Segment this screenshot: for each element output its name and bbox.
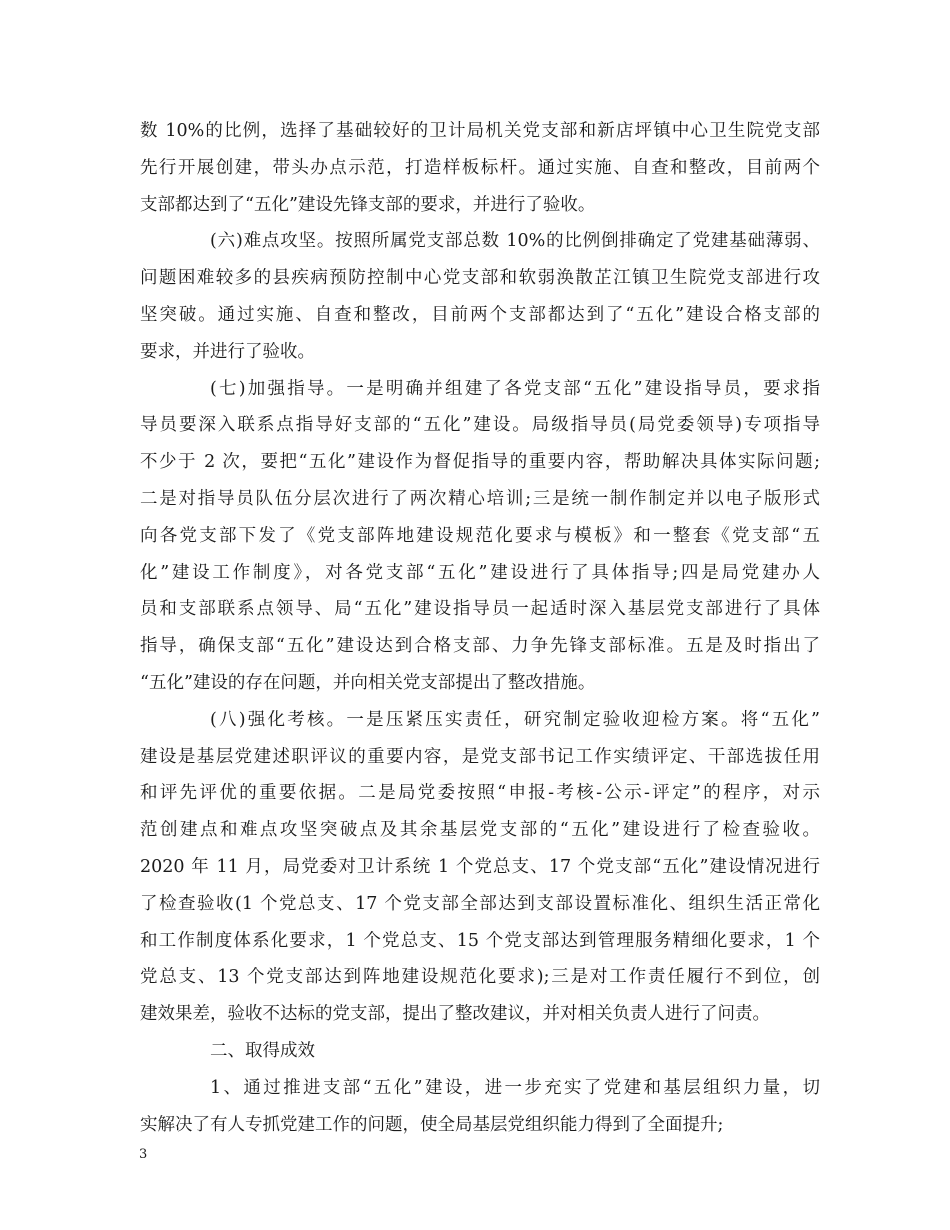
text-line: 数 10%的比例，选择了基础较好的卫计局机关党支部和新店坪镇中心卫生院党支部 xyxy=(140,121,820,141)
text-line: 党总支、13 个党支部达到阵地建设规范化要求);三是对工作责任履行不到位，创 xyxy=(140,967,820,988)
text-line: 和工作制度体系化要求，1 个党总支、15 个党支部达到管理服务精细化要求，1 个 xyxy=(140,930,820,951)
text-line: 建效果差，验收不达标的党支部，提出了整改建议，并对相关负责人进行了问责。 xyxy=(140,1004,770,1025)
text-line: 化”建设工作制度》，对各党支部“五化”建设进行了具体指导;四是局党建办人 xyxy=(140,562,820,583)
section-heading-results xyxy=(140,1033,820,1070)
paragraph-result-1 xyxy=(140,1070,820,1144)
text-line: 指导，确保支部“五化”建设达到合格支部、力争先锋支部标准。五是及时指出了 xyxy=(140,636,820,657)
text-line: 导员要深入联系点指导好支部的“五化”建设。局级指导员(局党委领导)专项指导 xyxy=(140,415,820,436)
text-line: 问题困难较多的县疾病预防控制中心党支部和软弱涣散芷江镇卫生院党支部进行攻 xyxy=(140,268,820,289)
paragraph-difficulty-tackling xyxy=(140,223,820,370)
document-body xyxy=(140,113,820,1143)
paragraph-guidance xyxy=(140,371,820,702)
text-line: (六)难点攻坚。按照所属党支部总数 10%的比例倒排确定了党建基础薄弱、 xyxy=(210,231,820,252)
text-line: 先行开展创建，带头办点示范，打造样板标杆。通过实施、自查和整改，目前两个 xyxy=(140,157,820,178)
text-line: 坚突破。通过实施、自查和整改，目前两个支部都达到了“五化”建设合格支部的 xyxy=(140,304,820,325)
text-line: “五化”建设的存在问题，并向相关党支部提出了整改措施。 xyxy=(140,672,596,693)
text-line: (七)加强指导。一是明确并组建了各党支部“五化”建设指导员，要求指 xyxy=(210,378,820,399)
text-line: 向各党支部下发了《党支部阵地建设规范化要求与模板》和一整套《党支部“五 xyxy=(140,525,820,546)
text-line: 实解决了有人专抓党建工作的问题，使全局基层党组织能力得到了全面提升; xyxy=(140,1114,724,1135)
text-line: 二是对指导员队伍分层次进行了两次精心培训;三是统一制作制定并以电子版形式 xyxy=(140,488,820,509)
text-line: 员和支部联系点领导、局“五化”建设指导员一起适时深入基层党支部进行了具体 xyxy=(140,599,820,620)
section-heading: 二、取得成效 xyxy=(210,1040,315,1061)
text-line: 支部都达到了“五化”建设先锋支部的要求，并进行了验收。 xyxy=(140,194,596,215)
paragraph-assessment xyxy=(140,702,820,1033)
text-line: 1、通过推进支部“五化”建设，进一步充实了党建和基层组织力量，切 xyxy=(210,1077,820,1098)
text-line: 要求，并进行了验收。 xyxy=(140,341,315,362)
text-line: 范创建点和难点攻坚突破点及其余基层党支部的“五化”建设进行了检查验收。 xyxy=(140,820,820,841)
text-line: 建设是基层党建述职评议的重要内容，是党支部书记工作实绩评定、干部选拔任用 xyxy=(140,746,820,767)
text-line: 了检查验收(1 个党总支、17 个党支部全部达到支部设置标准化、组织生活正常化 xyxy=(140,893,820,914)
text-line: 和评先评优的重要依据。二是局党委按照“申报-考核-公示-评定”的程序，对示 xyxy=(140,783,820,804)
text-line: 不少于 2 次，要把“五化”建设作为督促指导的重要内容，帮助解决具体实际问题; xyxy=(140,452,820,473)
text-line: (八)强化考核。一是压紧压实责任，研究制定验收迎检方案。将“五化” xyxy=(210,709,820,730)
page-number: 3 xyxy=(139,1147,148,1162)
paragraph-continuation xyxy=(140,113,820,223)
text-line: 2020 年 11 月，局党委对卫计系统 1 个党总支、17 个党支部“五化”建设情况进行 xyxy=(140,856,820,877)
